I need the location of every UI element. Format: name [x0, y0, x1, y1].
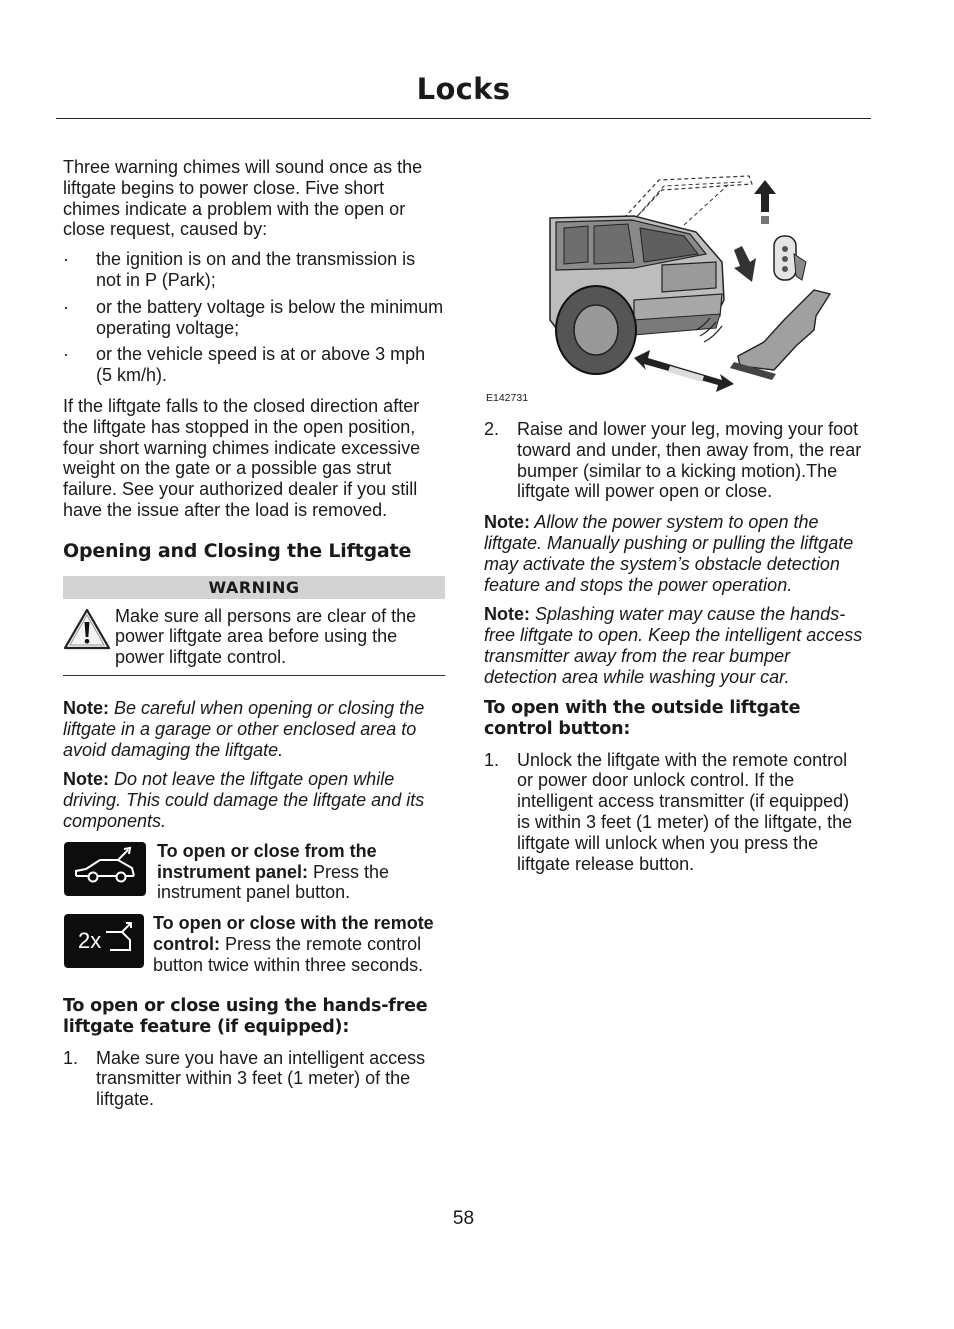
remote-liftgate-icon: [64, 914, 144, 968]
kick-steps: [484, 419, 866, 502]
list-item: · the ignition is on and the transmission is not in P (Park);: [63, 249, 416, 290]
instrument-panel-block: To open or close from the instrument panel: Press the instrument panel button.: [63, 841, 445, 903]
svg-text:2x: 2x: [78, 928, 102, 954]
page-title: Locks: [416, 72, 511, 106]
liftgate-button-icon: [64, 842, 146, 896]
note-garage: Note: Be careful when opening or closing the liftgate in a garage or other enclosed area to avoid damaging the liftgate.: [63, 697, 425, 760]
note-driving: Note: Do not leave the liftgate open while driving. This could damage the liftgate and its components.: [63, 769, 425, 831]
handsfree-heading: To open or close using the hands-free liftgate feature (if equipped):: [63, 995, 428, 1037]
intro-paragraph: Three warning chimes will sound once as the liftgate begins to power close. Five short chimes indicate a problem with the open or close request, caused by:: [63, 157, 423, 240]
outside-steps: [484, 750, 866, 875]
note-splashing-water: Note: Splashing water may cause the hands-free liftgate to open. Keep the intelligent access transmitter away from the rear bumper detection area while washing your car.: [484, 604, 863, 687]
gas-strut-paragraph: If the liftgate falls to the closed direction after the liftgate has stopped in the open position, four short warning chimes indicate excessive weight on the gate or a possible gas strut failure. See your authorized dealer if you still have the issue after the load is removed.: [63, 395, 421, 520]
list-item: · or the vehicle speed is at or above 3 mph (5 km/h).: [63, 344, 426, 386]
bullet-glyph: ·: [63, 344, 69, 365]
section-heading: Opening and Closing the Liftgate: [63, 539, 412, 562]
outside-button-heading: To open with the outside liftgate control button:: [484, 697, 801, 739]
list-item: 1. Unlock the liftgate with the remote control or power door unlock control. If the intelligent access transmitter (if equipped) is within 3 feet (1 meter) of the liftgate, the liftgate will unlock when you press the liftgate release button.: [484, 749, 853, 874]
header-rule: [56, 118, 871, 119]
warning-box: [63, 599, 445, 676]
bullet-glyph: ·: [63, 296, 69, 317]
bullet-glyph: ·: [63, 249, 69, 270]
left-column: [63, 157, 445, 1120]
warning-heading: WARNING: [63, 576, 445, 599]
warning-triangle-icon: [63, 607, 111, 651]
right-column: [484, 419, 866, 884]
chime-causes-list: [63, 249, 445, 386]
list-item: 2. Raise and lower your leg, moving your foot toward and under, then away from, the rear bumper (similar to a kicking motion).The liftgate will power open or close.: [484, 419, 862, 502]
figure-label: E142731: [486, 392, 529, 404]
list-item: · or the battery voltage is below the minimum operating voltage;: [63, 296, 444, 338]
warning-text: Make sure all persons are clear of the power liftgate area before using the power liftgate control.: [115, 605, 417, 668]
note-power-system: Note: Allow the power system to open the liftgate. Manually pushing or pulling the liftgate may activate the system’s obstacle detection feature and stops the power operation.: [484, 512, 854, 595]
remote-control-block: 2x To open or close with the remote control: Press the remote control button twice within three seconds.: [63, 913, 445, 975]
list-item: 1. Make sure you have an intelligent access transmitter within 3 feet (1 meter) of the liftgate.: [63, 1047, 426, 1110]
handsfree-liftgate-illustration: [484, 170, 869, 410]
page-number: 58: [452, 1208, 475, 1229]
handsfree-steps: [63, 1048, 445, 1110]
